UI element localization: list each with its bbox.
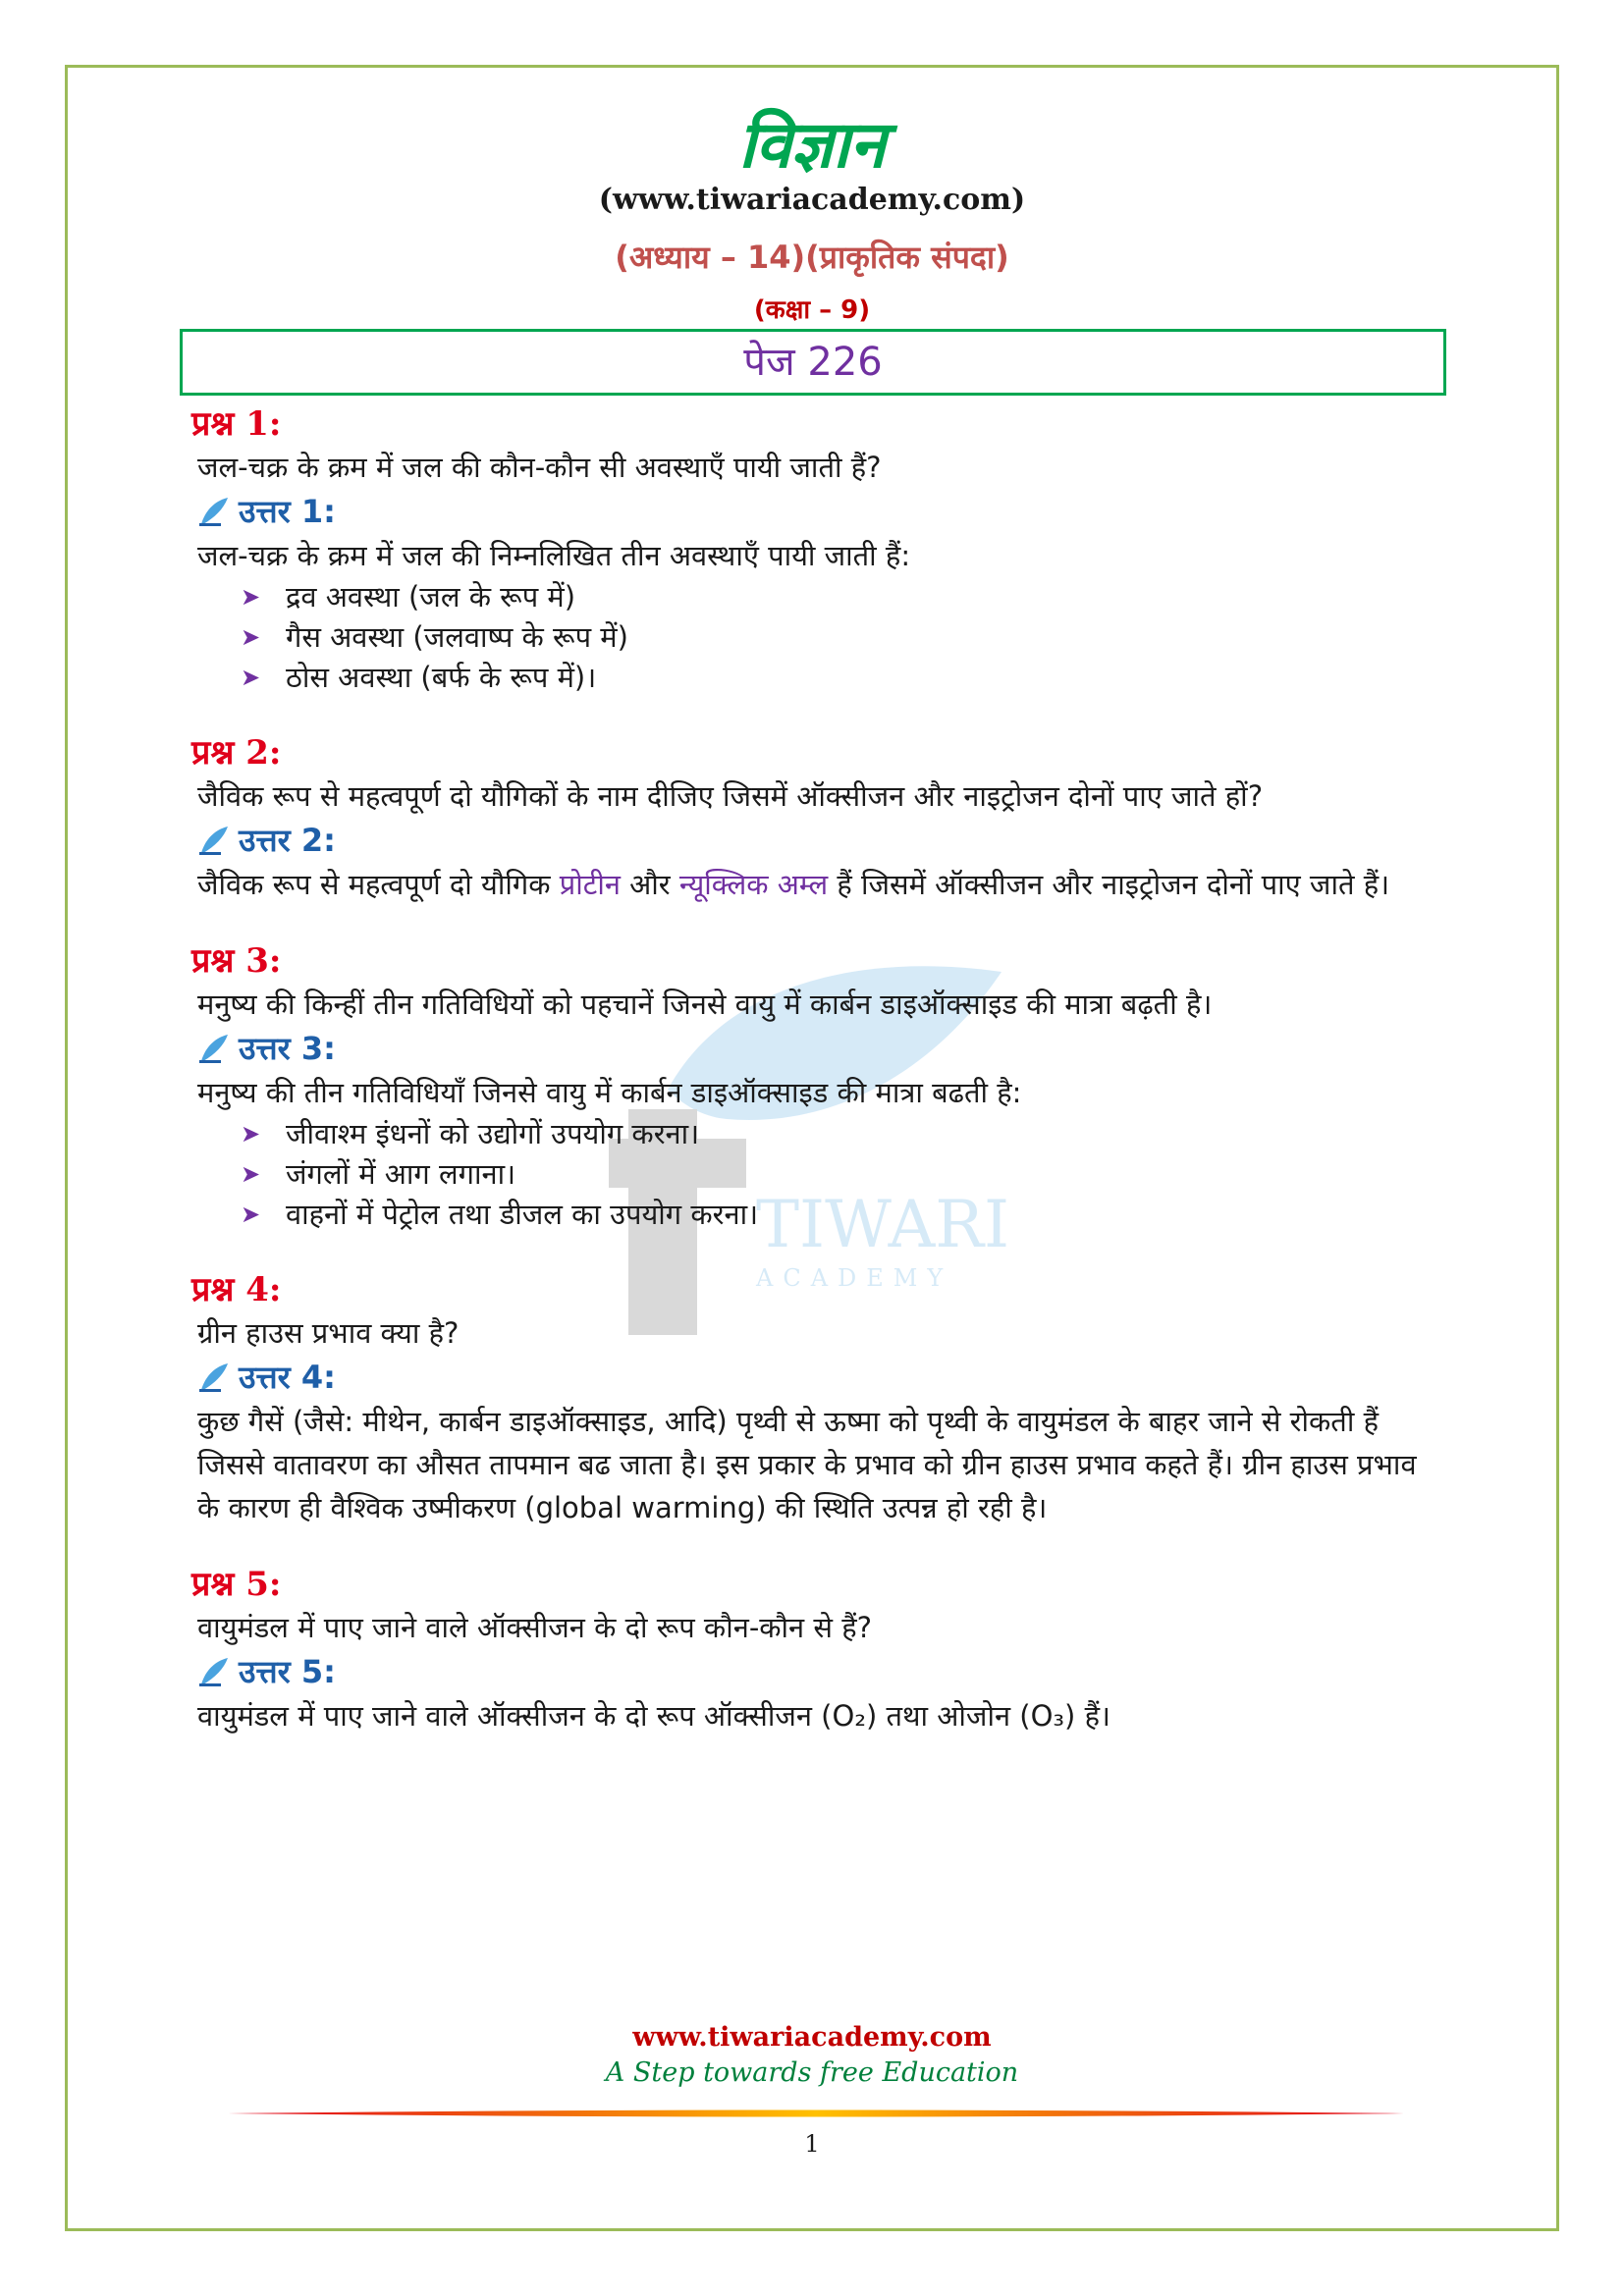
list-item: ➤ जंगलों में आग लगाना। <box>241 1154 1438 1195</box>
arrow-bullet-icon: ➤ <box>241 1160 261 1188</box>
answer-heading <box>191 1649 1438 1694</box>
watermark-brand: TIWARI <box>756 1187 1010 1262</box>
question-text: मनुष्य की किन्हीं तीन गतिविधियों को पहचानें जिनसे वायु में कार्बन डाइऑक्साइड की मात्रा बढ़ती है। <box>197 988 1213 1021</box>
arrow-bullet-icon: ➤ <box>241 1120 261 1148</box>
answer-label: उत्तर 3: <box>239 1030 336 1067</box>
list-item: ➤ वाहनों में पेट्रोल तथा डीजल का उपयोग करना। <box>241 1195 1438 1235</box>
header-site: (www.tiwariacademy.com) <box>598 183 1026 217</box>
answer-bullets <box>191 577 1438 698</box>
question-text: जैविक रूप से महत्वपूर्ण दो यौगिकों के नाम दीजिए जिसमें ऑक्सीजन और नाइट्रोजन दोनों पाए जाते हों? <box>197 779 1264 813</box>
answer-text: मनुष्य की तीन गतिविधियाँ जिनसे वायु में कार्बन डाइऑक्साइड की मात्रा बढती है: <box>197 1076 1022 1109</box>
footer-tagline: A Step towards free Education <box>605 2057 1019 2088</box>
quill-icon <box>197 1655 231 1688</box>
quill-icon <box>197 824 231 857</box>
class-label: (कक्षा – 9) <box>753 295 871 325</box>
question-label: प्रश्न 1: <box>191 404 282 444</box>
chapter-label: (अध्याय – 14)(प्राकृतिक संपदा) <box>615 239 1009 276</box>
question-text: वायुमंडल में पाए जाने वाले ऑक्सीजन के दो रूप कौन-कौन से हैं? <box>197 1611 872 1644</box>
qa-content <box>191 402 1438 1737</box>
answer-bullets <box>191 1114 1438 1235</box>
watermark-sub: ACADEMY <box>756 1264 953 1292</box>
answer-heading <box>191 818 1438 863</box>
question-label: प्रश्न 2: <box>191 733 282 773</box>
answer-text: कुछ गैसें (जैसे: मीथेन, कार्बन डाइऑक्साइड, आदि) पृथ्वी से ऊष्मा को पृथ्वी के वायुमंडल के बाहर जाने से रोकती हैं जिससे वातावरण का औसत तापमान बढ जाता है। इस प्रकार के प्रभाव को ग्रीन हाउस प्रभाव कहते हैं। ग्रीन हाउस प्रभाव के कारण ही वैश्विक उष्मीकरण (global warming) की स्थिति उत्पन्न हो रही है। <box>197 1405 1417 1524</box>
answer-heading <box>191 489 1438 534</box>
question-text: जल-चक्र के क्रम में जल की कौन-कौन सी अवस्थाएँ पायी जाती हैं? <box>197 451 882 484</box>
page-title: विज्ञान <box>738 107 886 183</box>
list-item: ➤ गैस अवस्था (जलवाष्प के रूप में) <box>241 617 1438 658</box>
list-item: ➤ ठोस अवस्था (बर्फ के रूप में)। <box>241 658 1438 698</box>
highlight-term: प्रोटीन <box>559 868 621 901</box>
arrow-bullet-icon: ➤ <box>241 623 261 651</box>
footer-divider <box>228 2109 1404 2118</box>
arrow-bullet-icon: ➤ <box>241 1201 261 1228</box>
arrow-bullet-icon: ➤ <box>241 664 261 691</box>
answer-text: वायुमंडल में पाए जाने वाले ऑक्सीजन के दो रूप ऑक्सीजन (O₂) तथा ओजोन (O₃) हैं। <box>197 1699 1110 1733</box>
question-label: प्रश्न 4: <box>191 1270 282 1309</box>
list-item: ➤ द्रव अवस्था (जल के रूप में) <box>241 577 1438 617</box>
answer-label: उत्तर 1: <box>239 493 336 530</box>
quill-icon <box>197 1032 231 1065</box>
arrow-bullet-icon: ➤ <box>241 583 261 611</box>
quill-icon <box>197 1361 231 1394</box>
answer-label: उत्तर 2: <box>239 822 336 859</box>
question-text: ग्रीन हाउस प्रभाव क्या है? <box>197 1316 460 1350</box>
quill-icon <box>197 495 231 528</box>
question-label: प्रश्न 5: <box>191 1565 282 1604</box>
list-item: ➤ जीवाश्म इंधनों को उद्योगों उपयोग करना। <box>241 1114 1438 1154</box>
highlight-term: न्यूक्लिक अम्ल <box>678 868 829 901</box>
page-number: 1 <box>804 2130 820 2158</box>
page-number-box: पेज 226 <box>180 329 1446 396</box>
footer-site-link[interactable]: www.tiwariacademy.com <box>632 2022 992 2053</box>
question-label: प्रश्न 3: <box>191 941 282 981</box>
answer-text: जैविक रूप से महत्वपूर्ण दो यौगिक प्रोटीन और न्यूक्लिक अम्ल हैं जिसमें ऑक्सीजन और नाइट्रोजन दोनों पाए जाते हैं। <box>197 868 1390 901</box>
answer-label: उत्तर 5: <box>239 1653 336 1690</box>
answer-text: जल-चक्र के क्रम में जल की निम्नलिखित तीन अवस्थाएँ पायी जाती हैं: <box>197 539 911 572</box>
answer-label: उत्तर 4: <box>239 1359 336 1396</box>
answer-heading <box>191 1355 1438 1400</box>
answer-heading <box>191 1026 1438 1071</box>
